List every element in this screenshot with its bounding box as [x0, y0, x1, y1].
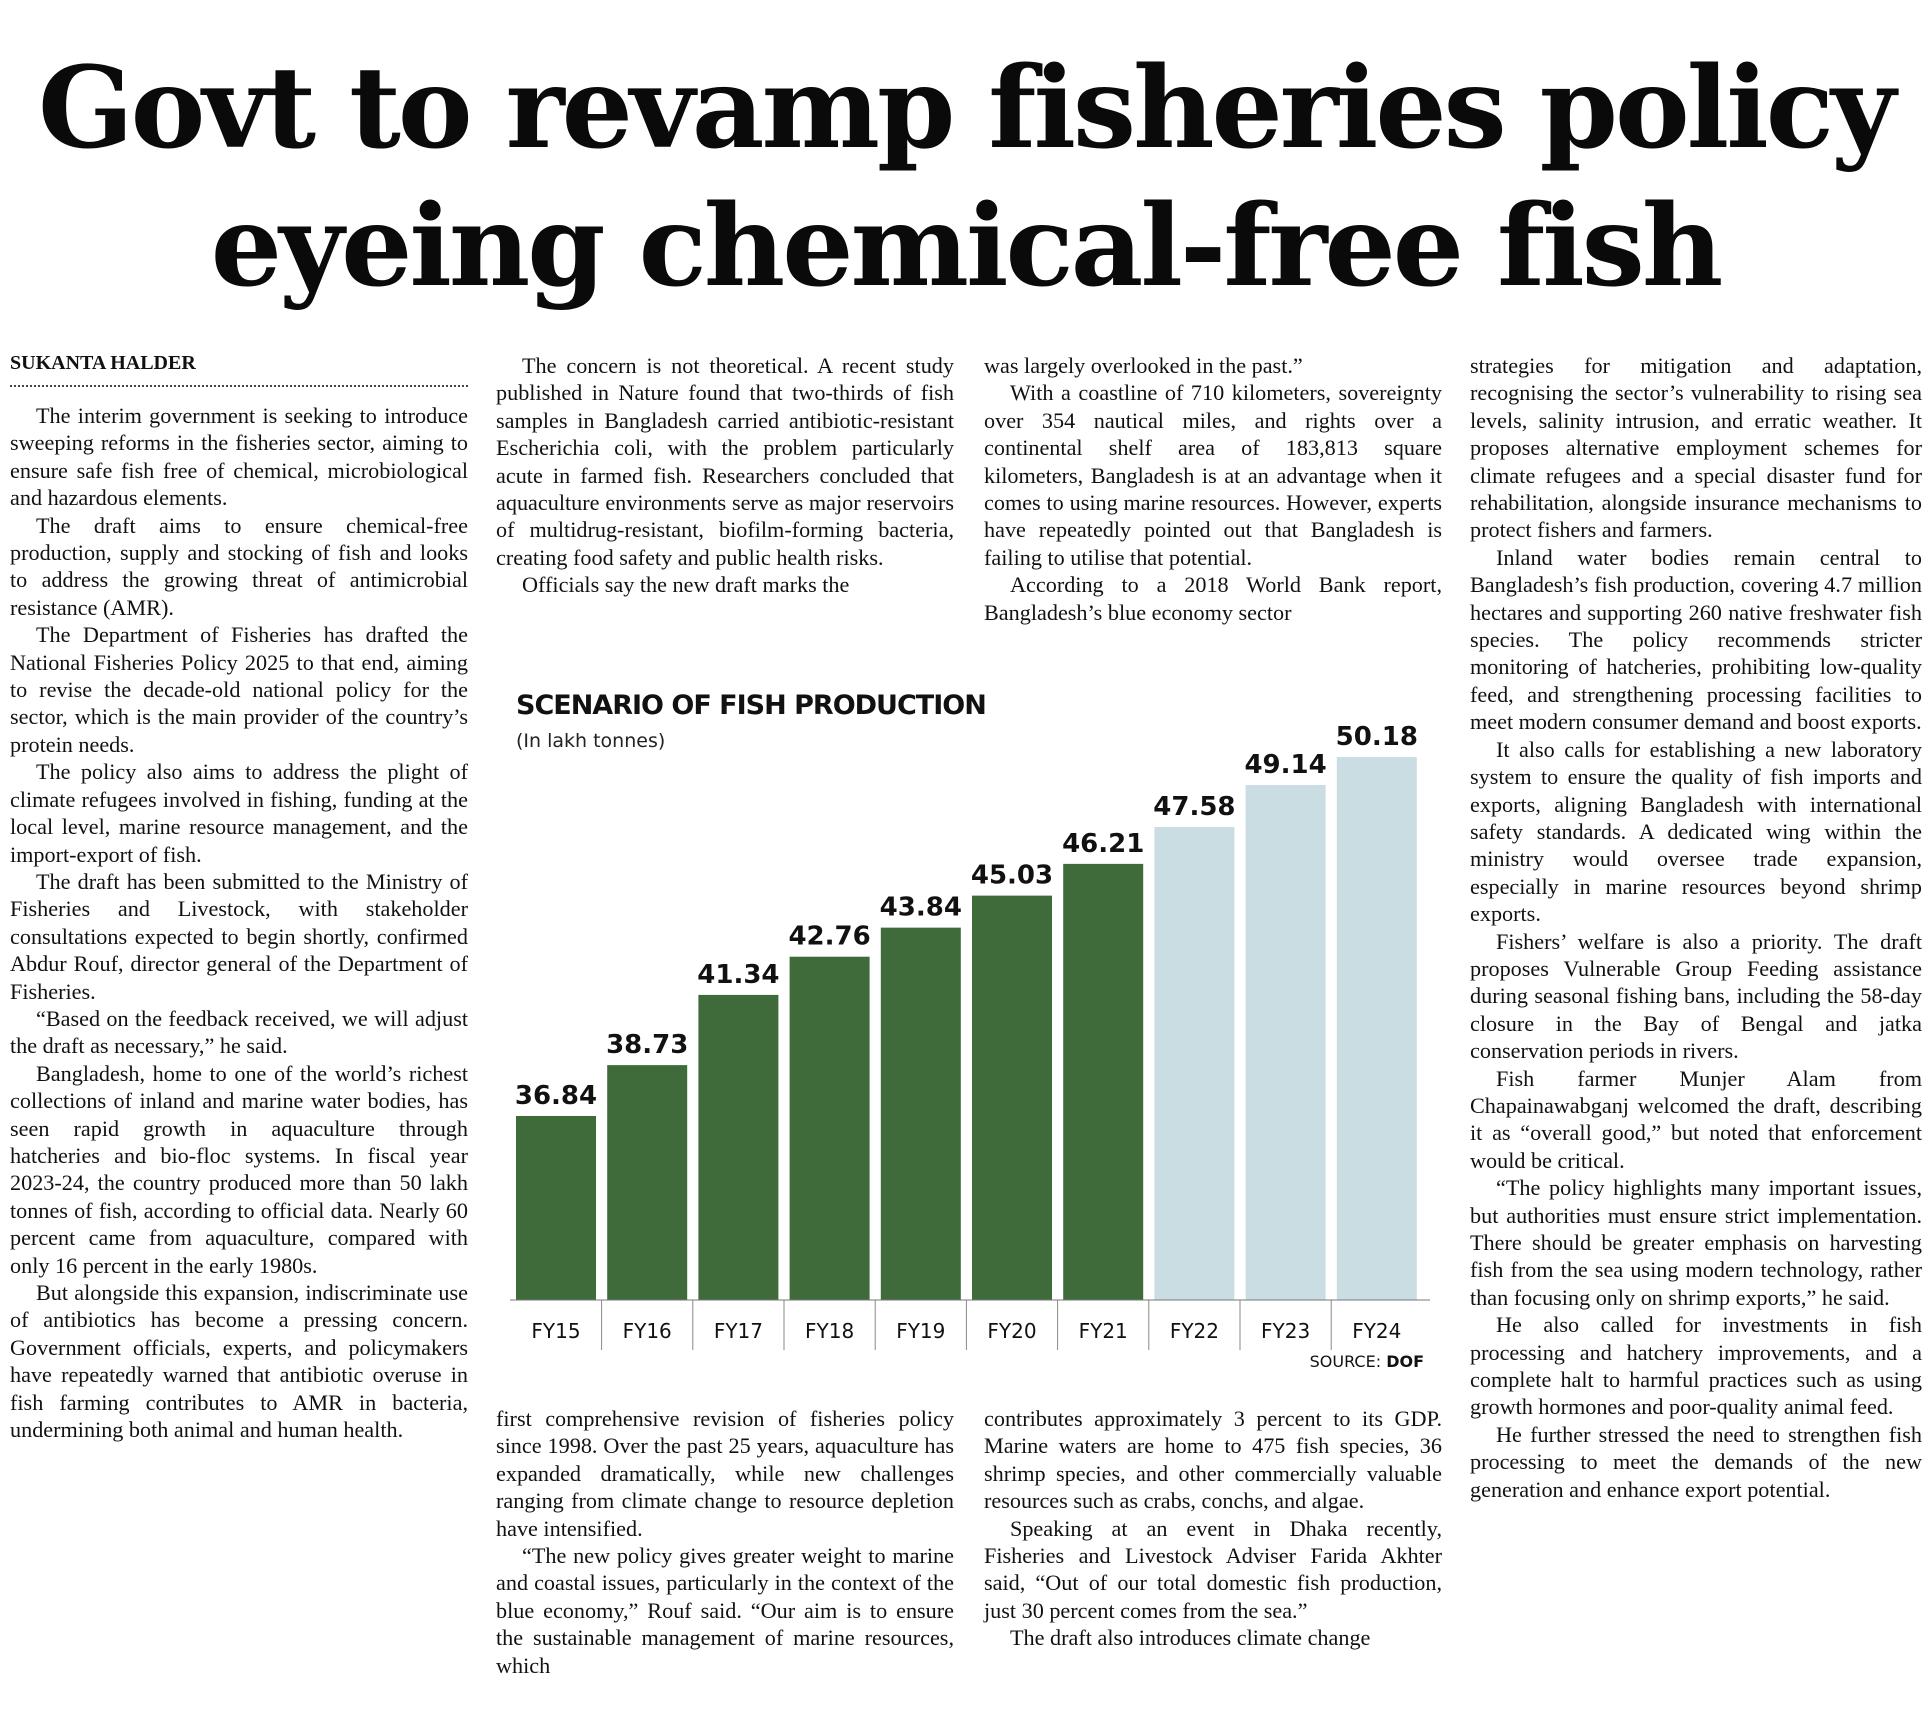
chart-bar-fy21: [1063, 864, 1143, 1300]
paragraph: was largely overlooked in the past.”: [984, 353, 1303, 378]
paragraph: But alongside this expansion, indiscriminate use of antibiotics has become a pressing concern. Government officials, experts, and policymakers have repeatedly warned that antibiotic overuse in fish farming contributes to AMR in bacteria, undermining both animal and human health.: [10, 1280, 468, 1443]
paragraph: The draft also introduces climate change: [1010, 1625, 1371, 1651]
chart-value-label: 49.14: [1244, 750, 1327, 781]
chart-bar-fy16: [607, 1065, 687, 1300]
paragraph: With a coastline of 710 kilometers, sovereignty over 354 nautical miles, and rights over a continental shelf area of 183,813 square kilometers, Bangladesh is at an advantage when it comes to using marine resources. However, experts have repeatedly pointed out that Bangladesh is failing to utilise that potential.: [984, 380, 1442, 570]
byline: SUKANTA HALDER: [10, 352, 468, 387]
paragraph: Fishers’ welfare is also a priority. The draft proposes Vulnerable Group Feeding assistance during seasonal fishing bans, including the 58-day closure in the Bay of Bengal and jatka conservation periods in rivers.: [1470, 928, 1922, 1064]
chart-source: [1310, 1352, 1424, 1371]
headline: [0, 40, 1931, 316]
chart-bar-fy23: [1246, 785, 1326, 1300]
headline-line-2: eyeing chemical-free fish: [210, 181, 1721, 312]
chart-value-label: 50.18: [1335, 722, 1418, 753]
chart-value-label: 46.21: [1062, 828, 1145, 859]
paragraph: “Based on the feedback received, we will adjust the draft as necessary,” he said.: [10, 1005, 468, 1059]
chart-title: SCENARIO OF FISH PRODUCTION: [516, 690, 986, 721]
chart-category-label: FY17: [713, 1319, 763, 1343]
paragraph: Officials say the new draft marks the: [522, 572, 850, 598]
paragraph: The policy also aims to address the plight of climate refugees involved in fishing, funding at the local level, marine resource management, and the import-export of fish.: [10, 759, 468, 867]
paragraph: Bangladesh, home to one of the world’s richest collections of inland and marine water bodies, has seen rapid growth in aquaculture through hatcheries and bio-floc systems. In fiscal year 2023-24, the country produced more than 50 lakh tonnes of fish, according to official data. Nearly 60 percent came from aquaculture, compared with only 16 percent in the early 1980s.: [10, 1060, 468, 1278]
chart-category-label: FY20: [987, 1319, 1037, 1343]
paragraph: According to a 2018 World Bank report, Bangladesh’s blue economy sector: [984, 572, 1442, 625]
fish-production-chart: [510, 680, 1430, 1370]
chart-category-label: FY16: [622, 1319, 672, 1343]
paragraph: “The policy highlights many important issues, but authorities must ensure strict implementation. There should be greater emphasis on harvesting fish from the sea using modern technology, rather than focusing only on shrimp exports,” he said.: [1470, 1175, 1922, 1310]
chart-category-label: FY22: [1169, 1319, 1219, 1343]
article-column-3-bottom: [984, 1405, 1442, 1652]
paragraph: contributes approximately 3 percent to its GDP. Marine waters are home to 475 fish species, 36 shrimp species, and other commercially valuable resources such as crabs, conchs, and algae.: [984, 1406, 1442, 1514]
paragraph: The concern is not theoretical. A recent study published in Nature found that two-thirds of fish samples in Bangladesh carried antibiotic-resistant Escherichia coli, with the problem particularly acute in farmed fish. Researchers concluded that aquaculture environments serve as major reservoirs of multidrug-resistant, biofilm-forming bacteria, creating food safety and public health risks.: [496, 353, 954, 570]
chart-value-label: 47.58: [1153, 792, 1236, 823]
article-column-1: [10, 402, 468, 1443]
chart-category-label: FY23: [1261, 1319, 1311, 1343]
article-column-4: [1470, 352, 1922, 1503]
headline-line-1: Govt to revamp fisheries policy: [37, 43, 1894, 174]
chart-value-label: 43.84: [879, 892, 962, 923]
paragraph: Inland water bodies remain central to Bangladesh’s fish production, covering 4.7 million hectares and supporting 260 native freshwater fish species. The policy recommends stricter monitoring of hatcheries, prohibiting low-quality feed, and strengthening processing facilities to meet modern consumer demand and boost exports.: [1470, 544, 1922, 735]
chart-value-label: 42.76: [788, 921, 871, 952]
chart-category-label: FY19: [896, 1319, 946, 1343]
chart-plot: [510, 680, 1430, 1350]
chart-value-label: 45.03: [970, 860, 1054, 891]
paragraph: The draft aims to ensure chemical-free production, supply and stocking of fish and looks to address the growing threat of antimicrobial resistance (AMR).: [10, 512, 468, 620]
paragraph: Speaking at an event in Dhaka recently, Fisheries and Livestock Adviser Farida Akhter said, “Out of our total domestic fish production, just 30 percent comes from the sea.”: [984, 1515, 1442, 1623]
chart-category-label: FY21: [1078, 1319, 1128, 1343]
article-column-2-top: [496, 352, 954, 599]
chart-bar-fy22: [1154, 827, 1234, 1300]
chart-subtitle: (In lakh tonnes): [516, 730, 666, 752]
paragraph: Fish farmer Munjer Alam from Chapainawabganj welcomed the draft, describing it as “overall good,” but noted that enforcement would be critical.: [1470, 1065, 1922, 1173]
paragraph: It also calls for establishing a new laboratory system to ensure the quality of fish imports and exports, aligning Bangladesh with international safety standards. A dedicated wing within the ministry would oversee trade expansion, especially in marine resources beyond shrimp exports.: [1470, 736, 1922, 927]
chart-category-label: FY18: [805, 1319, 855, 1343]
chart-bar-fy24: [1337, 757, 1417, 1300]
chart-bar-fy19: [881, 928, 961, 1300]
chart-category-label: FY15: [531, 1319, 581, 1343]
article-column-2-bottom: [496, 1405, 954, 1679]
chart-value-label: 41.34: [697, 959, 780, 990]
chart-bar-fy18: [790, 957, 870, 1300]
chart-bar-fy15: [516, 1116, 596, 1300]
chart-source-value: DOF: [1386, 1352, 1424, 1371]
chart-source-label: SOURCE:: [1309, 1352, 1382, 1371]
paragraph: He also called for investments in fish processing and hatchery improvements, and a complete halt to harmful practices such as using growth hormones and poor-quality animal feed.: [1470, 1312, 1922, 1420]
chart-category-label: FY24: [1352, 1319, 1402, 1343]
paragraph: He further stressed the need to strengthen fish processing to meet the demands of the new generation and enhance export potential.: [1470, 1421, 1922, 1502]
paragraph: The Department of Fisheries has drafted the National Fisheries Policy 2025 to that end, aiming to revise the decade-old national policy for the sector, which is the main provider of the country’s protein needs.: [10, 622, 468, 757]
chart-value-label: 36.84: [514, 1080, 598, 1111]
paragraph: The interim government is seeking to introduce sweeping reforms in the fisheries sector, aiming to ensure safe fish free of chemical, microbiological and hazardous elements.: [10, 403, 468, 511]
paragraph: The draft has been submitted to the Ministry of Fisheries and Livestock, with stakeholder consultations expected to begin shortly, confirmed Abdur Rouf, director general of the Department of Fisheries.: [10, 868, 468, 1004]
paragraph: strategies for mitigation and adaptation, recognising the sector’s vulnerability to rising sea levels, salinity intrusion, and erratic weather. It proposes alternative employment schemes for climate refugees and a special disaster fund for rehabilitation, alongside insurance mechanisms to protect fishers and farmers.: [1470, 353, 1922, 543]
chart-bar-fy20: [972, 896, 1052, 1300]
paragraph: first comprehensive revision of fisheries policy since 1998. Over the past 25 years, aquaculture has expanded dramatically, while new challenges ranging from climate change to resource depletion have intensified.: [496, 1406, 954, 1541]
chart-bar-fy17: [698, 995, 778, 1300]
paragraph: “The new policy gives greater weight to marine and coastal issues, particularly in the context of the blue economy,” Rouf said. “Our aim is to ensure the sustainable management of marine resources, which: [496, 1543, 954, 1678]
article-column-3-top: [984, 352, 1442, 626]
chart-value-label: 38.73: [606, 1030, 689, 1061]
